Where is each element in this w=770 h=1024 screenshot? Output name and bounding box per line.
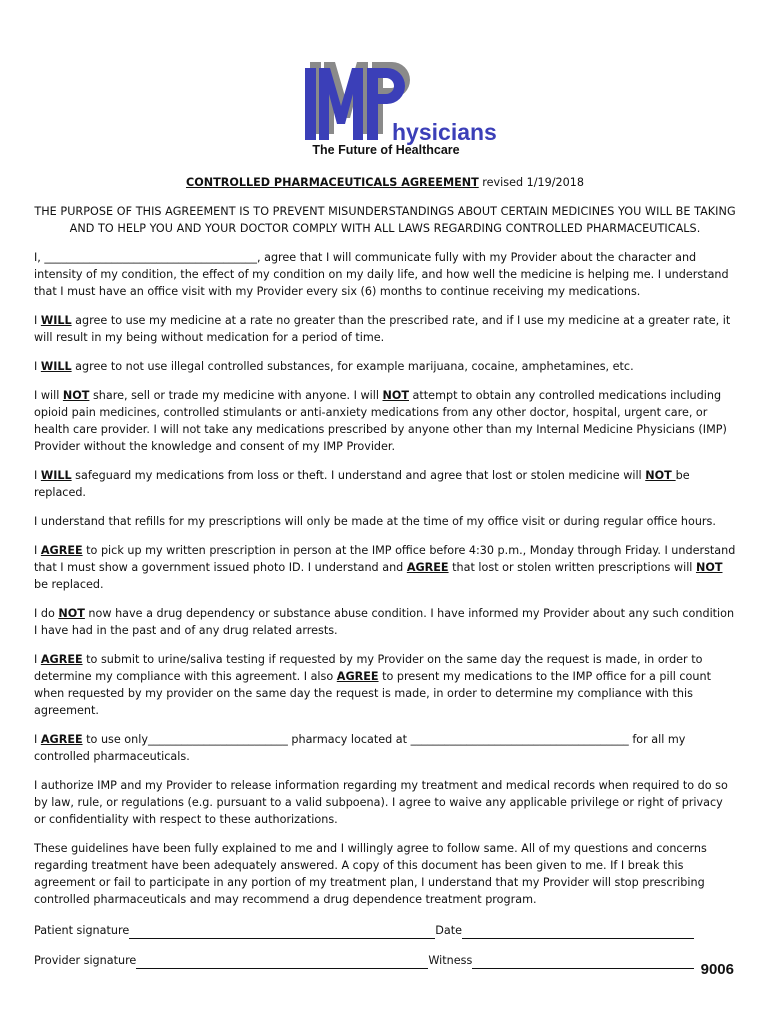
purpose-statement: THE PURPOSE OF THIS AGREEMENT IS TO PREVENT MISUNDERSTANDINGS ABOUT CERTAIN MEDICINES YOU WILL BE TAKING AND TO HELP YOU AND YOUR DOCTOR COMPLY WITH ALL LAWS REGARDING CONTROLLED PHARMACEUTICALS. <box>34 205 736 235</box>
document-title: CONTROLLED PHARMACEUTICALS AGREEMENT <box>185 176 479 189</box>
date-label: Date <box>435 924 462 937</box>
date-line[interactable] <box>462 926 694 939</box>
paragraph-pickup: I AGREE to pick up my written prescription in person at the IMP office before 4:30 p.m., Monday through Friday. I understand that I must show a government issued photo ID. I understand and AGREE that lost or stolen written prescriptions will NOT be replaced. <box>34 544 736 591</box>
patient-name-blank[interactable]: ______________________________________ <box>44 251 257 264</box>
paragraph-authorization: I authorize IMP and my Provider to release information regarding my treatment and medical records when required to do so by law, rule, or regulations (e.g. pursuant to a valid subpoena). I agree to waive any applicable privilege or right of privacy or confidentiality with respect to these authorizations. <box>34 779 728 826</box>
witness-line[interactable] <box>472 956 694 969</box>
logo-word: hysicians <box>392 119 497 145</box>
logo-tagline: The Future of Healthcare <box>312 143 460 157</box>
patient-signature-label: Patient signature <box>34 924 130 937</box>
provider-signature-row <box>34 952 736 969</box>
paragraph-illegal-substances: I WILL agree to not use illegal controlled substances, for example marijuana, cocaine, amphetamines, etc. <box>34 360 634 373</box>
paragraph-use-rate: I WILL agree to use my medicine at a rate no greater than the prescribed rate, and if I use my medicine at a greater rate, it will result in my being without medication for a period of time. <box>34 314 731 344</box>
logo-letters <box>305 68 405 140</box>
pharmacy-location-blank[interactable]: _______________________________________ <box>410 733 629 746</box>
revision-date: revised 1/19/2018 <box>482 176 584 189</box>
paragraph-dependency: I do NOT now have a drug dependency or substance abuse condition. I have informed my Provider about any such condition I have had in the past and of any drug related arrests. <box>34 607 735 637</box>
provider-signature-label: Provider signature <box>34 954 137 967</box>
paragraph-no-sharing: I will NOT share, sell or trade my medicine with anyone. I will NOT attempt to obtain any controlled medications including opioid pain medicines, controlled stimulants or anti-anxiety medications from any other doctor, hospital, urgent care, or health care provider. I will not take any medications prescribed by anyone other than my Internal Medicine Physicians (IMP) Provider without the knowledge and consent of my IMP Provider. <box>34 389 727 453</box>
provider-signature-line[interactable] <box>136 956 428 969</box>
paragraph-communication: I, ______________________________________, agree that I will communicate fully with my Provider about the character and intensity of my condition, the effect of my condition on my daily life, and how well the medicine is helping me. I understand that I must have an office visit with my Provider every six (6) months to continue receiving my medications. <box>34 251 729 298</box>
witness-label: Witness <box>428 954 473 967</box>
paragraph-pharmacy: I AGREE to use only_________________________ pharmacy located at _______________________________________ for all my controlled pharmaceuticals. <box>34 733 686 763</box>
agreement-body <box>34 174 736 969</box>
paragraph-refills: I understand that refills for my prescriptions will only be made at the time of my office visit or during regular office hours. <box>34 515 716 528</box>
paragraph-guidelines: These guidelines have been fully explained to me and I willingly agree to follow same. All of my questions and concerns regarding treatment have been adequately answered. A copy of this document has been given to me. If I break this agreement or fail to participate in any portion of my treatment plan, I understand that my Provider will stop prescribing controlled pharmaceuticals and may recommend a drug dependence treatment program. <box>34 842 707 906</box>
pharmacy-name-blank[interactable]: _________________________ <box>147 733 288 746</box>
patient-signature-row <box>34 922 736 939</box>
document-header <box>34 174 736 191</box>
paragraph-testing: I AGREE to submit to urine/saliva testing if requested by my Provider on the same day the request is made, in order to determine my compliance with this agreement. I also AGREE to present my medications to the IMP office for a pill count when requested by my provider on the same day the request is made, in order to determine my compliance with this agreement. <box>34 653 711 717</box>
patient-signature-line[interactable] <box>129 926 435 939</box>
form-number: 9006 <box>700 961 734 978</box>
paragraph-safeguard: I WILL safeguard my medications from loss or theft. I understand and agree that lost or stolen medicine will NOT be replaced. <box>34 469 690 499</box>
